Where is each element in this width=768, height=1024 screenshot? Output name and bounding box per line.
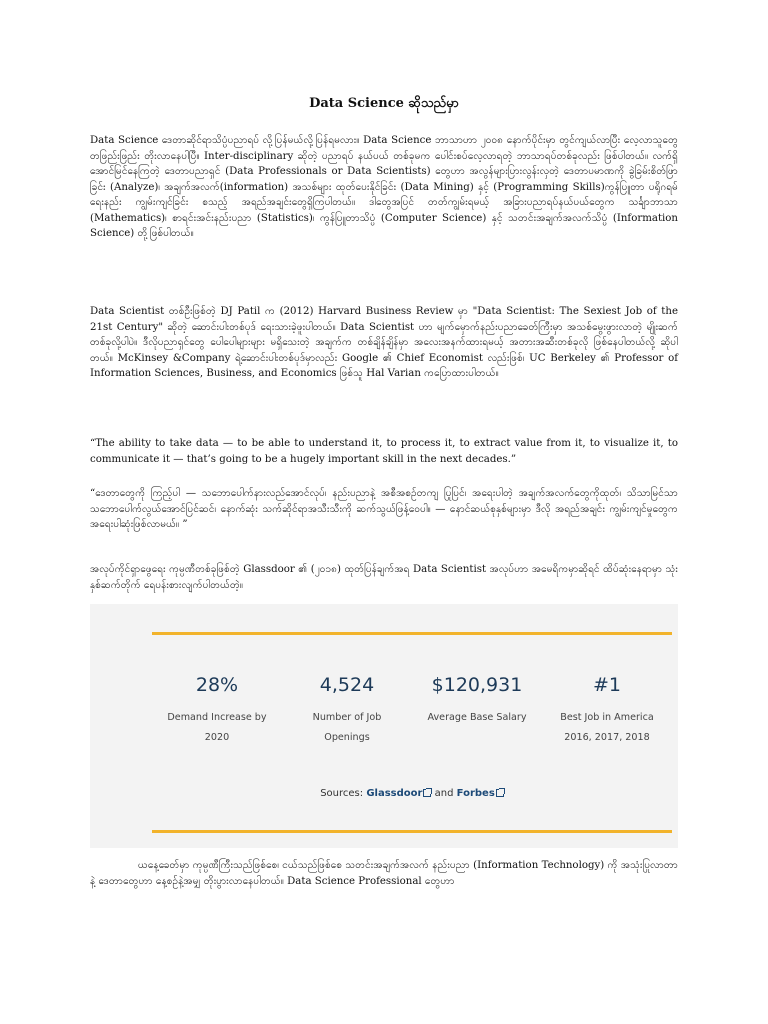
stat-label-line2: 2020 xyxy=(204,732,230,743)
quote-english: “The ability to take data — to be able to understand it, to process it, to extract value from it, to visualize it, to communicate it — that’s going to be a hugely important skill in the next decades.” xyxy=(90,438,678,465)
stat-label-line1: Demand Increase by xyxy=(167,712,267,723)
stat-average-salary xyxy=(412,674,542,748)
stat-demand-increase xyxy=(152,674,282,748)
sources-and: and xyxy=(434,788,454,799)
stat-label xyxy=(542,708,672,748)
stat-value: 28% xyxy=(195,674,239,696)
external-link-icon xyxy=(496,789,504,797)
glassdoor-link[interactable] xyxy=(366,788,431,799)
stat-label-line2: Openings xyxy=(324,732,370,743)
stat-label xyxy=(152,708,282,748)
stat-label xyxy=(412,708,542,728)
paragraph-glassdoor: အလုပ်ကိုင်ရှာဖွေရေး ကုမ္ပဏီတစ်ခုဖြစ်တဲ့ Glassdoor ၏ (၂၀၁၈) ထုတ်ပြန်ချက်အရ Data Scientist အလုပ်ဟာ အမေရိကမှာဆိုရင် ထိပ်ဆုံးနေရာမှာ သုံးနှစ်ဆက်တိုက် ရေပန်းစားလျက်ပါတယ်တဲ့။ xyxy=(90,564,678,591)
stat-value: #1 xyxy=(592,674,621,696)
stat-label-line2: 2016, 2017, 2018 xyxy=(564,732,650,743)
quote-myanmar: “ဒေတာတွေကို ကြည့်ပါ — သဘောပေါက်နားလည်အောင်လုပ်၊ နည်းပညာနဲ့ အစီအစဉ်တကျ ပြုပြင်၊ အရေးပါတဲ့ အချက်အလက်တွေကိုထုတ်၊ သိသာမြင်သာ သဘောပေါက်လွယ်အောင်ပြင်ဆင်၊ နောက်ဆုံး သက်ဆိုင်ရာအသီးသီးကို ဆက်သွယ်ဖြန့်ဝေပါ။ — နောင်ဆယ်စုနှစ်များမှာ ဒီလို အရည်အချင်း ကျွမ်းကျင်မှုတွေက အရေးပါဆုံးဖြစ်လာမယ်။ ” xyxy=(90,488,678,530)
sources-line xyxy=(152,788,672,799)
stat-label-line1: Best Job in America xyxy=(560,712,654,723)
stat-best-job xyxy=(542,674,672,748)
paragraph-dj-patil: Data Scientist တစ်ဦးဖြစ်တဲ့ DJ Patil က (2012) Harvard Business Review မှာ "Data Scientist: The Sexiest Job of the 21st Century" ဆိုတဲ့ ဆောင်းပါးတစ်ပုဒ် ရေးသားခဲ့ဖူးပါတယ်။ Data Scientist ဟာ မျက်မှောက်နည်းပညာခေတ်ကြီးမှာ အသစ်မွေးဖွားလာတဲ့ မျိုးဆက်တစ်ခုလို့ပါပဲ။ ဒီလိုပညာရှင်တွေ ပေါပေါများများ မရှိသေးတဲ့ အချက်က တစ်ချိန်ချိန်မှာ အလေးအနက်ထားရမယ့် အတားအဆီးတစ်ခုလို ဖြစ်နေပါတယ်လို့ ဆိုပါတယ်။ McKinsey &Company ရဲ့ဆောင်းပါးတစ်ပုဒ်မှာလည်း Google ၏ Chief Economist လည်းဖြစ်၊ UC Berkeley ၏ Professor of Information Sciences, Business, and Economics ဖြစ်သူ Hal Varian ကပြောထားပါတယ်။ xyxy=(90,306,678,379)
sources-label: Sources: xyxy=(320,788,364,799)
glassdoor-link-text: Glassdoor xyxy=(366,788,423,799)
stats-row xyxy=(152,674,672,748)
stat-job-openings xyxy=(282,674,412,748)
stat-value: $120,931 xyxy=(431,674,523,696)
job-stats-infographic xyxy=(90,604,678,848)
paragraph-it-growth: ယနေ့ခေတ်မှာ ကုမ္ပဏီကြီးသည်ဖြစ်စေ၊ ငယ်သည်ဖြစ်စေ သတင်းအချက်အလက် နည်းပညာ (Information Technology) ကို အသုံးပြုလာတာနဲ့ ဒေတာတွေဟာ နေ့စဉ်နဲ့အမျှ တိုးပွားလာနေပါတယ်။ Data Science Professional တွေဟာ xyxy=(90,860,678,887)
paragraph-intro: Data Science ဒေတာဆိုင်ရာသိပ္ပံပညာရပ် လို့ပြန်မယ်လို့ပြန်ရမလား။ Data Science ဘာသာဟာ ၂၀၀၈ နောက်ပိုင်းမှာ တွင်ကျယ်လာပြီး လေ့လာသူတွေ တဖြည်းဖြည်း တိုးလာနေပါပြီ။ Inter-disciplinary ဆိုတဲ့ ပညာရပ် နယ်ပယ် တစ်ခုမက ပေါင်းစပ်လေ့လာရတဲ့ ဘာသာရပ်တစ်ခုလည်း ဖြစ်ပါတယ်။ လက်ရှိ အောင်မြင်နေကြတဲ့ ဒေတာပညာရှင် (Data Professionals or Data Scientists) တွေဟာ အလွန်များပြားလွန်းလှတဲ့ ဒေတာပမာဏကို ခွဲခြမ်းစိတ်ဖြာခြင်း (Analyze)၊ အချက်အလက်(information) အသစ်များ ထုတ်ပေးနိုင်ခြင်း (Data Mining) နှင့် (Programming Skills)ကွန်ပြူတာ ပရိုဂရမ်ရေးနည်း ကျွမ်းကျင်ခြင်း စသည့် အရည်အချင်းတွေရှိကြပါတယ်။ ဒါတွေအပြင် တတ်ကျွမ်းရမယ့် အခြားပညာရပ်နယ်ပယ်တွေက သင်္ချာဘာသာ (Mathematics)၊ စာရင်းအင်းနည်းပညာ (Statistics)၊ ကွန်ပြူတာသိပ္ပံ (Computer Science) နှင့် သတင်းအချက်အလက်သိပ္ပံ (Information Science) တို့ဖြစ်ပါတယ်။ xyxy=(90,135,678,239)
accent-rule-bottom xyxy=(152,830,672,833)
stat-label-line1: Number of Job xyxy=(312,712,382,723)
stat-label xyxy=(282,708,412,748)
document-title: Data Science ဆိုသည်မှာ xyxy=(309,96,459,111)
forbes-link[interactable] xyxy=(457,788,504,799)
accent-rule-top xyxy=(152,632,672,635)
external-link-icon xyxy=(423,789,431,797)
stat-value: 4,524 xyxy=(319,674,375,696)
forbes-link-text: Forbes xyxy=(456,788,495,799)
stat-label-line1: Average Base Salary xyxy=(427,712,527,723)
